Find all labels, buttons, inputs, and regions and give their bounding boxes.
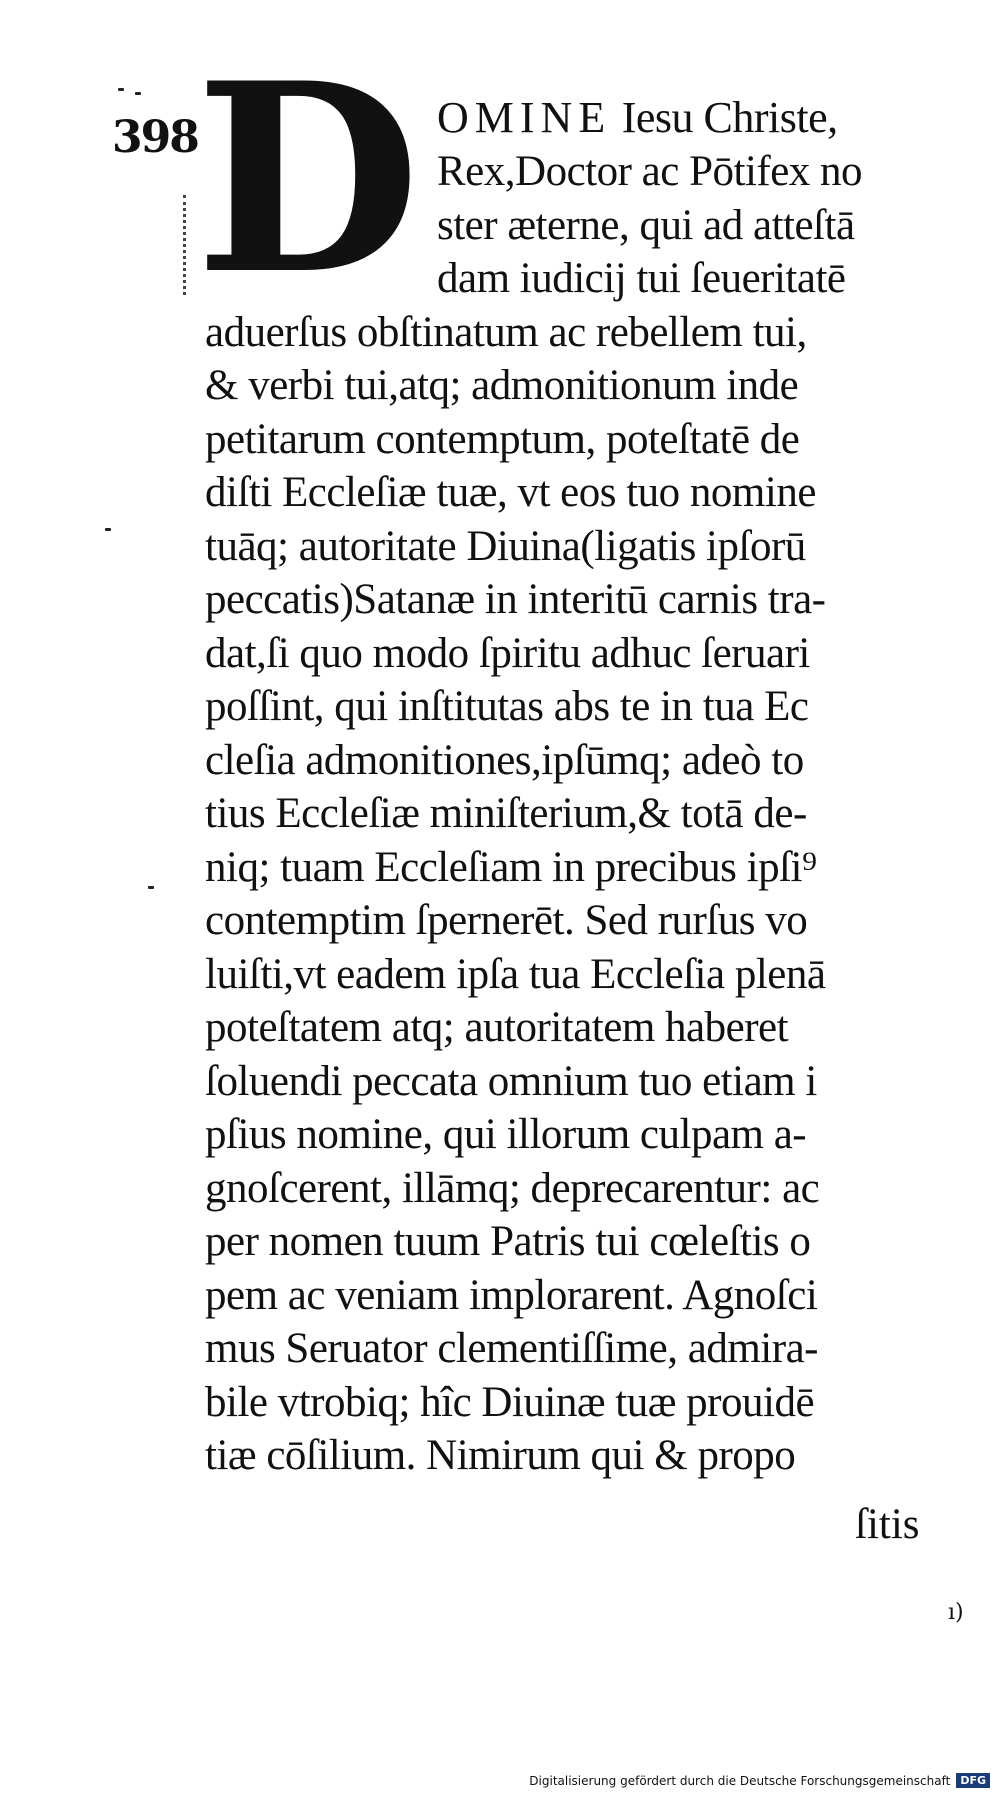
margin-annotation-mark <box>183 195 189 295</box>
text-line: luiſti,vt eadem ipſa tua Eccleſia plenā <box>205 950 826 998</box>
page-number: 398 <box>112 112 198 163</box>
first-word: OMINE <box>437 93 612 142</box>
margin-speck <box>105 528 111 531</box>
drop-cap-initial: D <box>195 27 421 332</box>
bottom-margin-mark: ı) <box>948 1600 964 1625</box>
text-line: petitarum contemptum, poteſtatē de <box>205 415 800 463</box>
text-line: per nomen tuum Patris tui cœleſtis o <box>205 1218 811 1265</box>
text-line: niq; tuam Eccleſiam in precibus ipſi⁹ <box>205 843 817 891</box>
text-line: aduerſus obſtinatum ac rebellem tui, <box>205 308 807 356</box>
text-line: Rex,Doctor ac Pōtifex no <box>437 148 863 195</box>
margin-speck <box>148 886 154 889</box>
text-line: diſti Eccleſiæ tuæ, vt eos tuo nomine <box>205 469 816 516</box>
text-line: tiæ cōſilium. Nimirum qui & propo <box>205 1432 796 1479</box>
dfg-logo: DFG <box>956 1773 990 1788</box>
digitization-footer <box>529 1773 990 1788</box>
text-line: mus Seruator clementiſſime, admira- <box>205 1325 818 1372</box>
text-line: contemptim ſpernerēt. Sed rurſus vo <box>205 897 808 944</box>
text-line: dat,ſi quo modo ſpiritu adhuc ſeruari <box>205 629 810 677</box>
text-line: dam iudicij tui ſeueritatē <box>437 255 846 302</box>
text-line: peccatis)Satanæ in interitū carnis tra- <box>205 576 826 623</box>
text-line: cleſia admonitiones,ipſūmq; adeò to <box>205 736 804 784</box>
text-line: pem ac veniam implorarent. Agnoſci <box>205 1271 818 1319</box>
text-line-first <box>437 92 838 144</box>
text-line: tius Eccleſiæ miniſterium,& totā de- <box>205 790 807 837</box>
text-line: tuāq; autoritate Diuina(ligatis ipſorū <box>205 522 806 570</box>
text-line: bile vtrobiq; hîc Diuinæ tuæ prouidē <box>205 1378 815 1426</box>
text-line: & verbi tui,atq; admonitionum inde <box>205 362 799 409</box>
text-line: ſoluendi peccata omnium tuo etiam i <box>205 1057 817 1105</box>
first-line-rest: Iesu Christe, <box>611 93 838 142</box>
text-line: pſius nomine, qui illorum culpam a- <box>205 1111 807 1158</box>
text-line: gnoſcerent, illāmq; deprecarentur: ac <box>205 1164 820 1212</box>
text-line: ster æterne, qui ad atteſtā <box>437 201 855 249</box>
text-line: poteſtatem atq; autoritatem haberet <box>205 1004 789 1051</box>
margin-speck <box>135 92 141 95</box>
footer-credit: Digitalisierung gefördert durch die Deutsche Forschungsgemeinschaft <box>529 1773 951 1788</box>
margin-speck <box>118 88 124 91</box>
text-line: poſſint, qui inſtitutas abs te in tua Ec <box>205 683 809 730</box>
catchword: ſitis <box>855 1501 920 1548</box>
